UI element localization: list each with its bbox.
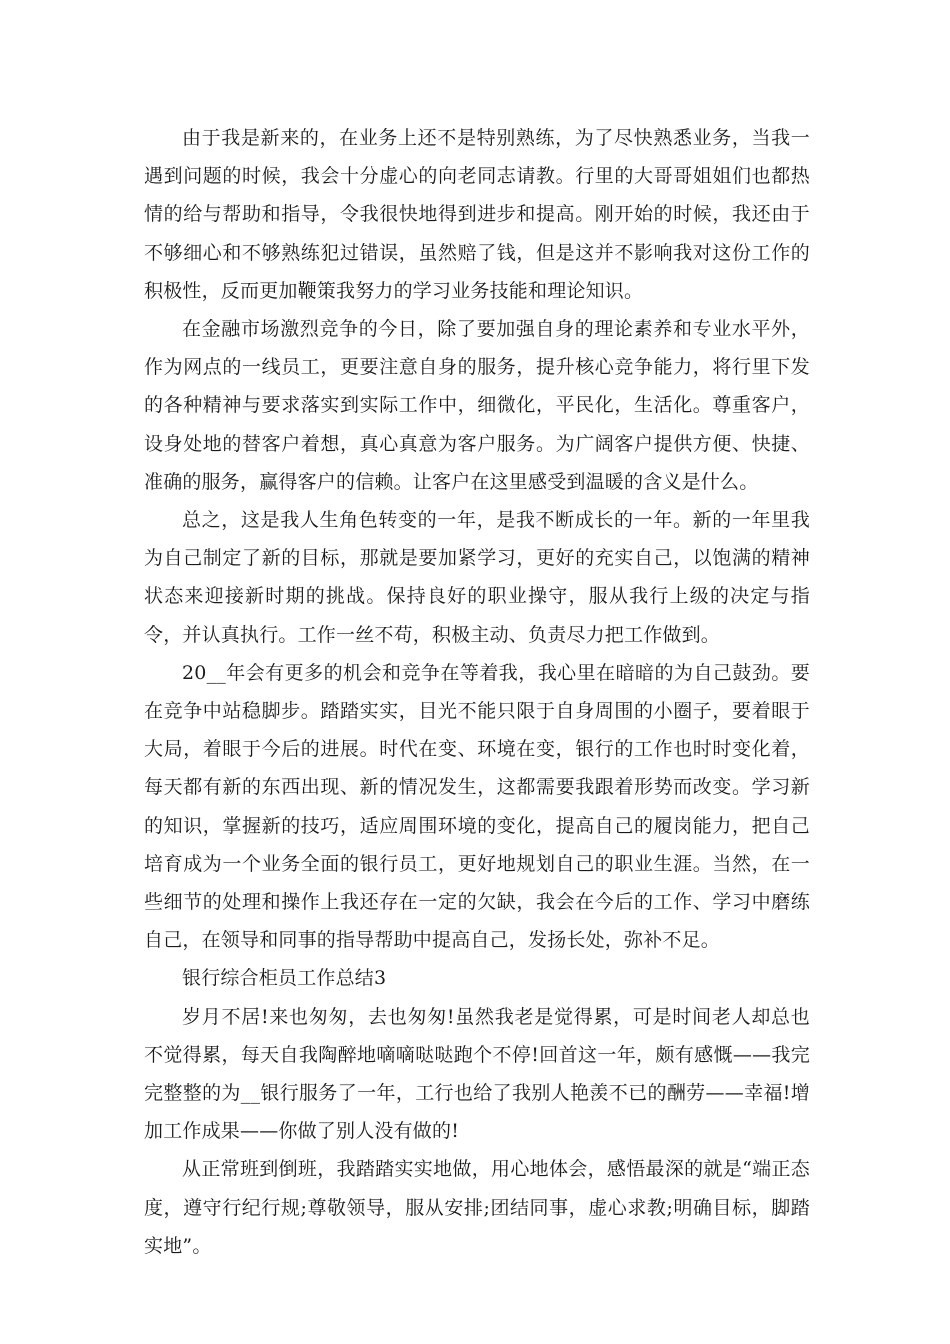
document-body	[144, 119, 810, 1265]
paragraph: 总之，这是我人生角色转变的一年，是我不断成长的一年。新的一年里我为自己制定了新的目标，那就是要加紧学习，更好的充实自己，以饱满的精神状态来迎接新时期的挑战。保持良好的职业操守，服从我行上级的决定与指令，并认真执行。工作一丝不苟，积极主动、负责尽力把工作做到。	[144, 509, 810, 646]
paragraph: 20__年会有更多的机会和竞争在等着我，我心里在暗暗的为自己鼓劲。要在竞争中站稳脚步。踏踏实实，目光不能只限于自身周围的小圈子，要着眼于大局，着眼于今后的进展。时代在变、环境在变，银行的工作也时时变化着，每天都有新的东西出现、新的情况发生，这都需要我跟着形势而改变。学习新的知识，掌握新的技巧，适应周围环境的变化，提高自己的履岗能力，把自己培育成为一个业务全面的银行员工，更好地规划自己的职业生涯。当然，在一些细节的处理和操作上我还存在一定的欠缺，我会在今后的工作、学习中磨练自己，在领导和同事的指导帮助中提高自己，发扬长处，弥补不足。	[144, 661, 810, 952]
paragraph: 从正常班到倒班，我踏踏实实地做，用心地体会，感悟最深的就是“端正态度，遵守行纪行规;尊敬领导，服从安排;团结同事，虚心求教;明确目标，脚踏实地”。	[144, 1158, 810, 1257]
paragraph: 岁月不居!来也匆匆，去也匆匆!虽然我老是觉得累，可是时间老人却总也不觉得累，每天自我陶醉地嘀嘀哒哒跑个不停!回首这一年，颇有感慨——我完完整整的为__银行服务了一年，工行也给了我别人艳羡不已的酬劳——幸福!增加工作成果——你做了别人没有做的!	[144, 1005, 810, 1143]
paragraph: 由于我是新来的，在业务上还不是特别熟练，为了尽快熟悉业务，当我一遇到问题的时候，我会十分虚心的向老同志请教。行里的大哥哥姐姐们也都热情的给与帮助和指导，令我很快地得到进步和提高。刚开始的时候，我还由于不够细心和不够熟练犯过错误，虽然赔了钱，但是这并不影响我对这份工作的积极性，反而更加鞭策我努力的学习业务技能和理论知识。	[144, 127, 810, 302]
paragraph: 在金融市场激烈竞争的今日，除了要加强自身的理论素养和专业水平外，作为网点的一线员工，更要注意自身的服务，提升核心竞争能力，将行里下发的各种精神与要求落实到实际工作中，细微化，平民化，生活化。尊重客户，设身处地的替客户着想，真心真意为客户服务。为广阔客户提供方便、快捷、准确的服务，赢得客户的信赖。让客户在这里感受到温暖的含义是什么。	[144, 318, 810, 493]
section-heading: 银行综合柜员工作总结3	[182, 967, 387, 990]
